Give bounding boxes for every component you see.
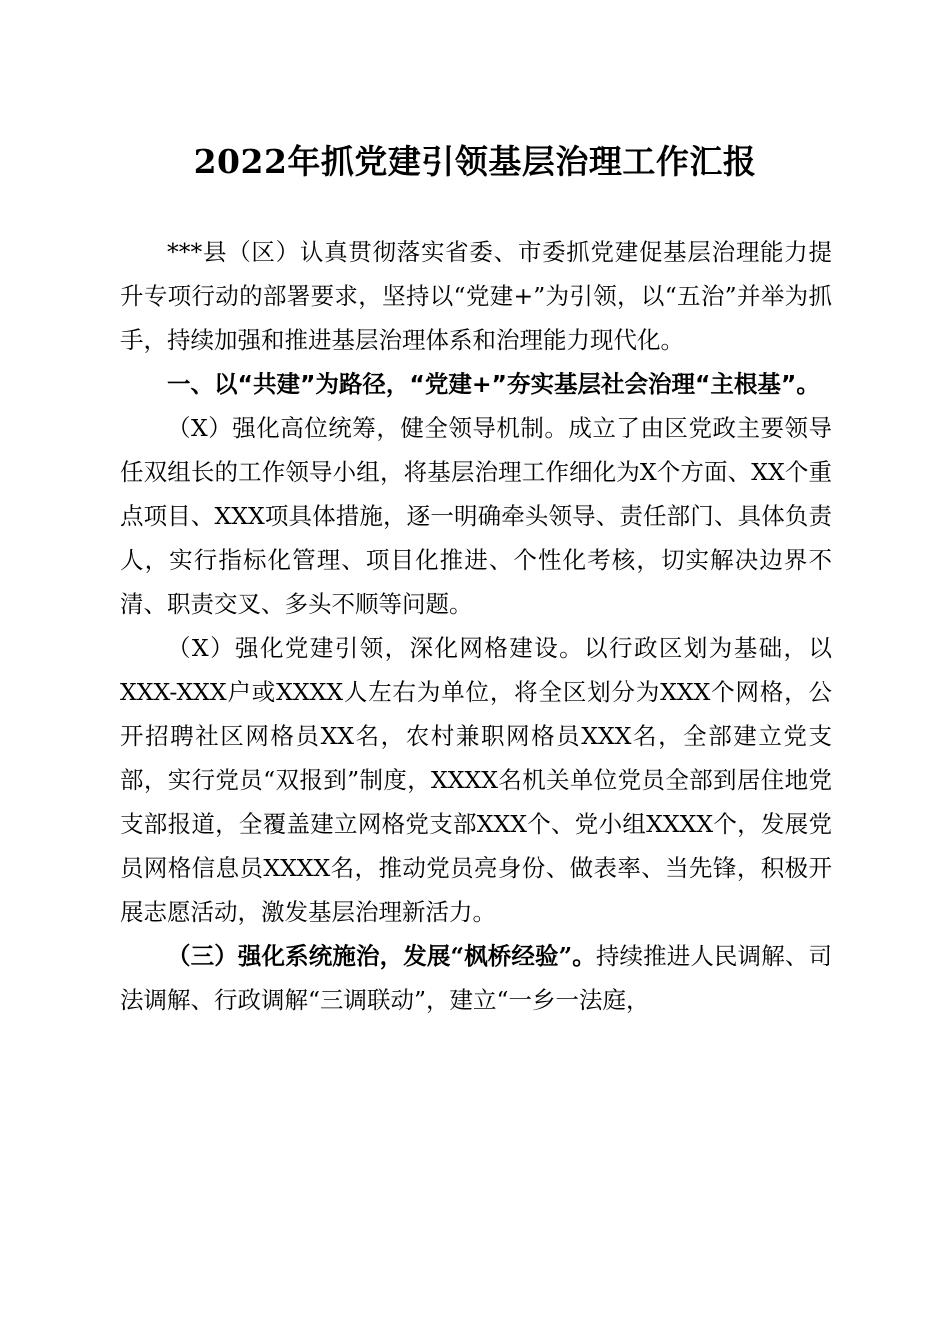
section-heading-1: 一、以“共建”为路径，“党建+”夯实基层社会治理“主根基”。 xyxy=(167,370,820,398)
item-paragraph-3 xyxy=(120,934,832,1022)
document-title: 2022年抓党建引领基层治理工作汇报 xyxy=(193,142,757,181)
item-paragraph-3-text: 持续推进人民调解、司法调解、行政调解“三调联动”，建立“一乡一法庭， xyxy=(120,942,833,1014)
item-paragraph-3-lead: （三）强化系统施治，发展“枫桥经验”。 xyxy=(167,942,596,970)
item-paragraph-2: （X）强化党建引领，深化网格建设。以行政区划为基础，以XXX-XXX户或XXXX人左右为单位，将全区划分为XXX个网格，公开招聘社区网格员XX名，农村兼职网格员XXX名，全部建立党支部，实行党员“双报到”制度，XXXX名机关单位党员全部到居住地党支部报道，全覆盖建立网格党支部XXX个、党小组XXXX个，发展党员网格信息员XXXX名，推动党员亮身份、做表率、当先锋，积极开展志愿活动，激发基层治理新活力。 xyxy=(120,634,832,926)
item-paragraph-1: （X）强化高位统筹，健全领导机制。成立了由区党政主要领导任双组长的工作领导小组，将基层治理工作细化为X个方面、XX个重点项目、XXX项具体措施，逐一明确牵头领导、责任部门、具体负责人，实行指标化管理、项目化推进、个性化考核，切实解决边界不清、职责交叉、多头不顺等问题。 xyxy=(120,414,832,618)
document-body xyxy=(120,230,832,1022)
intro-paragraph: ***县（区）认真贯彻落实省委、市委抓党建促基层治理能力提升专项行动的部署要求，坚持以“党建+”为引领，以“五治”并举为抓手，持续加强和推进基层治理体系和治理能力现代化。 xyxy=(120,238,832,354)
